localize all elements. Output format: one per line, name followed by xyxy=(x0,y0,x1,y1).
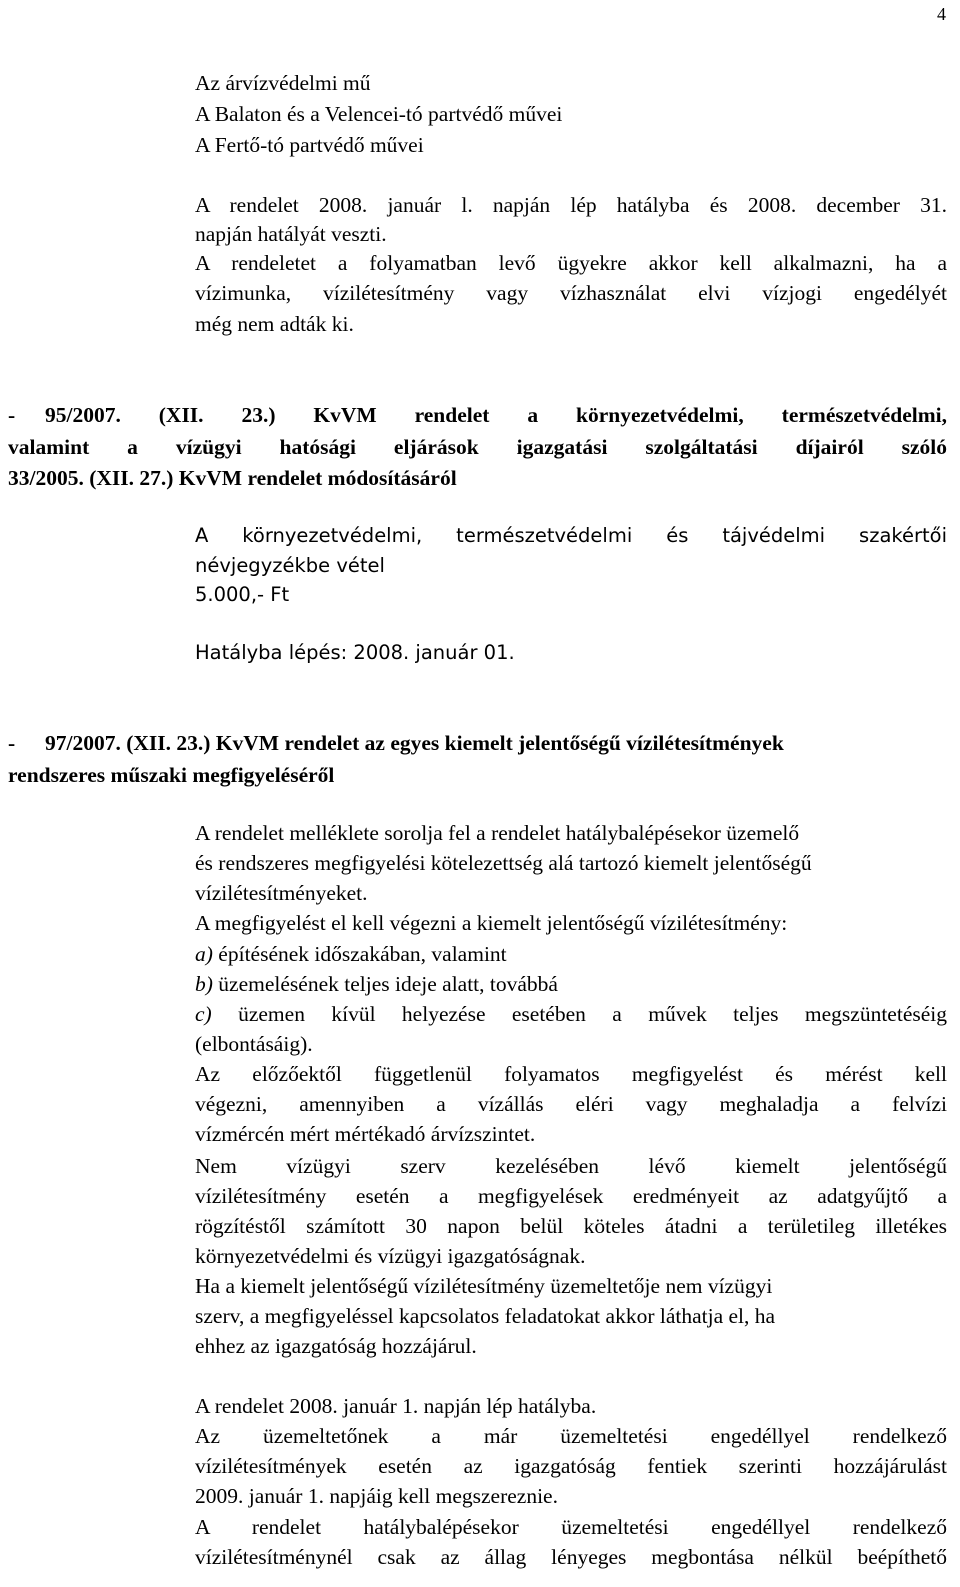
section2-p3-line-1: Az előzőektől függetlenül folyamatos megfigyelést és mérést kell xyxy=(195,1062,947,1086)
section2-p5-line-2: szerv, a megfigyeléssel kapcsolatos feladatokat akkor láthatja el, ha xyxy=(195,1304,776,1328)
list-item-b xyxy=(195,969,558,999)
list-item-b-text: üzemelésének teljes ideje alatt, továbbá xyxy=(212,972,558,996)
intro-item-1: Az árvízvédelmi mű xyxy=(195,71,371,95)
apply-line-2: vízimunka, vízilétesítmény vagy vízhasználat elvi vízjogi engedélyét xyxy=(195,281,947,305)
list-item-a-text: építésének időszakában, valamint xyxy=(212,942,507,966)
fee-amount: 5.000,- Ft xyxy=(195,583,290,606)
fee-line-1: A környezetvédelmi, természetvédelmi és tájvédelmi szakértői xyxy=(195,524,947,547)
fee-line-2: névjegyzékbe vétel xyxy=(195,554,385,577)
section2-p1-line-3: vízilétesítményeket. xyxy=(195,881,368,905)
list-item-b-label: b) xyxy=(195,972,213,996)
section2-p7-line-1: Az üzemeltetőnek a már üzemeltetési engedéllyel rendelkező xyxy=(195,1424,947,1448)
list-item-c-text-line-2: (elbontásáig). xyxy=(195,1032,313,1056)
section1-title-line-1: 95/2007. (XII. 23.) KvVM rendelet a környezetvédelmi, természetvédelmi, xyxy=(45,403,947,427)
list-item-a xyxy=(195,939,507,969)
apply-line-3: még nem adták ki. xyxy=(195,312,354,336)
section2-p3-line-2: végezni, amennyiben a vízállás eléri vagy meghaladja a felvízi xyxy=(195,1092,947,1116)
section2-title-line-1: 97/2007. (XII. 23.) KvVM rendelet az egyes kiemelt jelentőségű vízilétesítmények xyxy=(45,731,784,755)
section2-p7-line-3: 2009. január 1. napjáig kell megszereznie. xyxy=(195,1484,558,1508)
effect-line-2: napján hatályát veszti. xyxy=(195,222,387,246)
section2-p4-line-4: környezetvédelmi és vízügyi igazgatóságnak. xyxy=(195,1244,586,1268)
page-number: 4 xyxy=(937,4,946,24)
list-item-a-label: a) xyxy=(195,942,213,966)
effect-line-1: A rendelet 2008. január l. napján lép hatályba és 2008. december 31. xyxy=(195,193,947,217)
intro-item-2: A Balaton és a Velencei-tó partvédő művei xyxy=(195,102,563,126)
section2-p8-line-1: A rendelet hatálybalépésekor üzemeltetési engedéllyel rendelkező xyxy=(195,1515,947,1539)
apply-line-1: A rendeletet a folyamatban levő ügyekre akkor kell alkalmazni, ha a xyxy=(195,251,947,275)
section1-effective-date: Hatályba lépés: 2008. január 01. xyxy=(195,641,515,664)
section2-p5-line-1: Ha a kiemelt jelentőségű vízilétesítmény üzemeltetője nem vízügyi xyxy=(195,1274,773,1298)
intro-item-3: A Fertő-tó partvédő művei xyxy=(195,133,424,157)
list-item-c xyxy=(195,999,947,1029)
section1-dash: - xyxy=(8,403,16,427)
section2-p1-line-2: és rendszeres megfigyelési kötelezettség alá tartozó kiemelt jelentőségű xyxy=(195,851,812,875)
section2-p3-line-3: vízmércén mért mértékadó árvízszintet. xyxy=(195,1122,536,1146)
list-item-c-text-line-1: üzemen kívül helyezése esetében a művek teljes megszüntetéséig xyxy=(211,1002,947,1026)
section2-p4-line-2: vízilétesítmény esetén a megfigyelések eredményeit az adatgyűjtő a xyxy=(195,1184,947,1208)
section2-dash: - xyxy=(8,731,16,755)
section2-p8-line-2: vízilétesítménynél csak az állag lényeges megbontása nélkül beépíthető xyxy=(195,1545,947,1569)
section2-p2-line-1: A megfigyelést el kell végezni a kiemelt jelentőségű vízilétesítmény: xyxy=(195,911,788,935)
section2-title-line-2: rendszeres műszaki megfigyeléséről xyxy=(8,763,335,787)
section1-title-line-2: valamint a vízügyi hatósági eljárások igazgatási szolgáltatási díjairól szóló xyxy=(8,435,947,459)
list-item-c-label: c) xyxy=(195,1002,212,1026)
section2-p4-line-1: Nem vízügyi szerv kezelésében lévő kiemelt jelentőségű xyxy=(195,1154,947,1178)
section2-p6-line-1: A rendelet 2008. január 1. napján lép hatályba. xyxy=(195,1394,597,1418)
section1-title-line-3: 33/2005. (XII. 27.) KvVM rendelet módosításáról xyxy=(8,466,457,490)
section2-p4-line-3: rögzítéstől számított 30 napon belül köteles átadni a területileg illetékes xyxy=(195,1214,947,1238)
section2-p5-line-3: ehhez az igazgatóság hozzájárul. xyxy=(195,1334,477,1358)
section2-p1-line-1: A rendelet melléklete sorolja fel a rendelet hatálybalépésekor üzemelő xyxy=(195,821,800,845)
section2-p7-line-2: vízilétesítmények esetén az igazgatóság fentiek szerinti hozzájárulást xyxy=(195,1454,947,1478)
